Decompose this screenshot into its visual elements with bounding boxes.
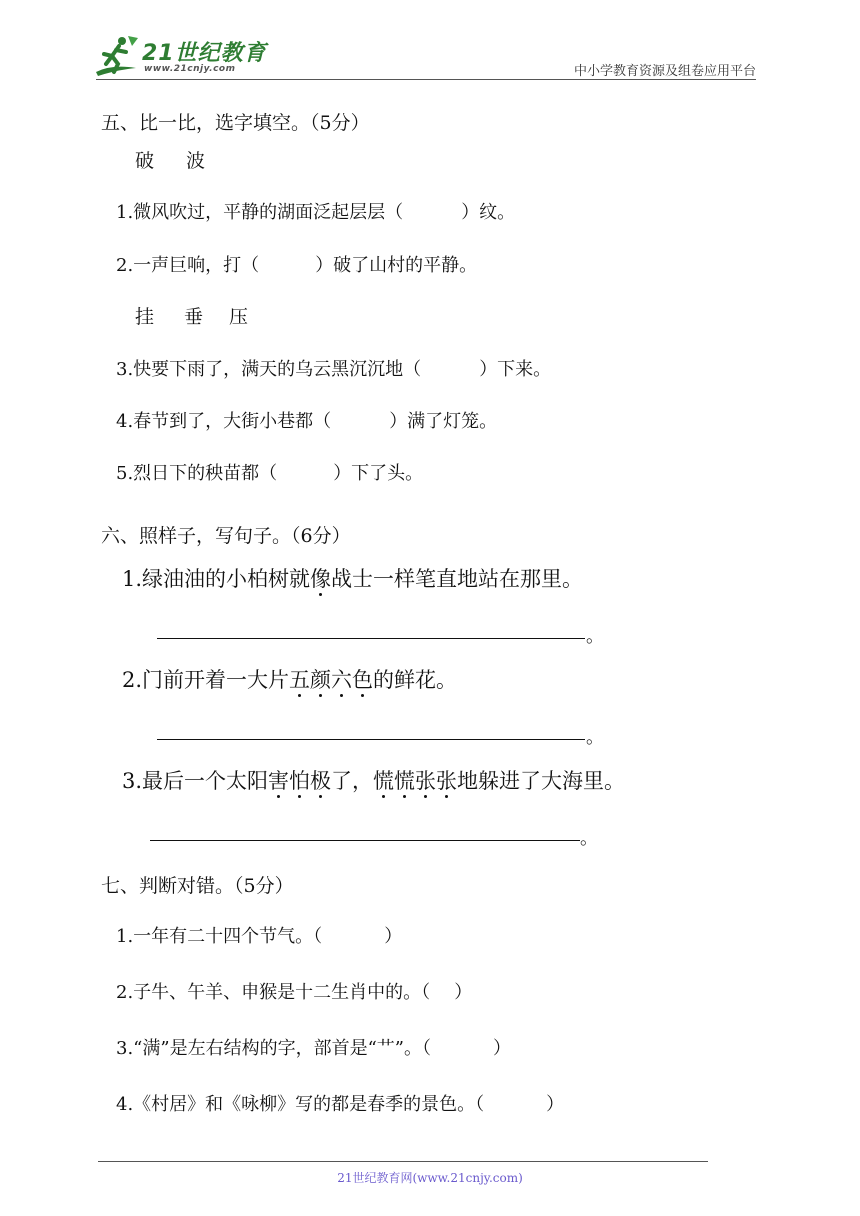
footer-link[interactable]: 21世纪教育网(www.21cnjy.com) [337, 1171, 523, 1185]
option-char: 挂 [135, 306, 157, 328]
question-5-2: 2.一声巨响，打（ ）破了山村的平静。 [116, 255, 478, 276]
option-char: 垂 [184, 306, 206, 328]
judgement-7-1: 1.一年有二十四个节气。（ ） [116, 926, 403, 947]
emphasis-char: 像 [310, 567, 332, 591]
platform-name: 中小学教育资源及组卷应用平台 [573, 64, 756, 79]
question-5-3: 3.快要下雨了，满天的乌云黑沉沉地（ ）下来。 [116, 359, 552, 380]
judgement-7-2: 2.子牛、午羊、申猴是十二生肖中的。（ ） [116, 982, 473, 1003]
emphasis-char: 慌 [394, 769, 416, 793]
end-mark: 。 [586, 727, 604, 748]
emphasis-char: 六 [331, 668, 353, 692]
emphasis-char: 颜 [310, 668, 332, 692]
section7-title: 七、判断对错。（5分） [101, 875, 294, 897]
judgement-7-3: 3.“满”是左右结构的字，部首是“艹”。（ ） [116, 1038, 511, 1059]
logo-text: 21世纪教育 [142, 41, 267, 66]
option-char: 波 [186, 150, 208, 172]
emphasis-char: 色 [352, 668, 374, 692]
answer-line-3[interactable] [150, 840, 580, 841]
header-divider [96, 79, 756, 80]
logo-url: www.21cnjy.com [144, 64, 236, 74]
sentence-6-2: 2.门前开着一大片五颜六色的鲜花。 [122, 668, 458, 692]
answer-line-1[interactable] [157, 638, 585, 639]
runner-icon [92, 34, 140, 80]
sentence-6-3: 3.最后一个太阳害怕极了，慌慌张张地躲进了大海里。 [122, 769, 626, 793]
judgement-7-4: 4.《村居》和《咏柳》写的都是春季的景色。（ ） [116, 1094, 565, 1115]
emphasis-char: 怕 [289, 769, 311, 793]
emphasis-char: 张 [436, 769, 458, 793]
question-5-4: 4.春节到了，大街小巷都（ ）满了灯笼。 [116, 411, 498, 432]
end-mark: 。 [586, 626, 604, 647]
option-char: 压 [229, 306, 251, 328]
emphasis-char: 极 [310, 769, 332, 793]
end-mark: 。 [580, 828, 598, 849]
footer-divider [98, 1161, 708, 1162]
section6-title: 六、照样子，写句子。（6分） [101, 525, 351, 547]
sentence-6-1: 1.绿油油的小柏树就像战士一样笔直地站在那里。 [122, 567, 584, 591]
question-5-1: 1.微风吹过，平静的湖面泛起层层（ ）纹。 [116, 202, 516, 223]
emphasis-char: 张 [415, 769, 437, 793]
section5-options-1 [135, 146, 207, 173]
section5-title: 五、比一比，选字填空。（5分） [101, 112, 370, 134]
answer-line-2[interactable] [157, 739, 585, 740]
option-char: 破 [135, 150, 157, 172]
site-logo [92, 34, 267, 82]
emphasis-char: 五 [289, 668, 311, 692]
emphasis-char: 害 [268, 769, 290, 793]
section5-options-2 [135, 302, 250, 329]
emphasis-char: 慌 [373, 769, 395, 793]
question-5-5: 5.烈日下的秧苗都（ ）下了头。 [116, 463, 424, 484]
